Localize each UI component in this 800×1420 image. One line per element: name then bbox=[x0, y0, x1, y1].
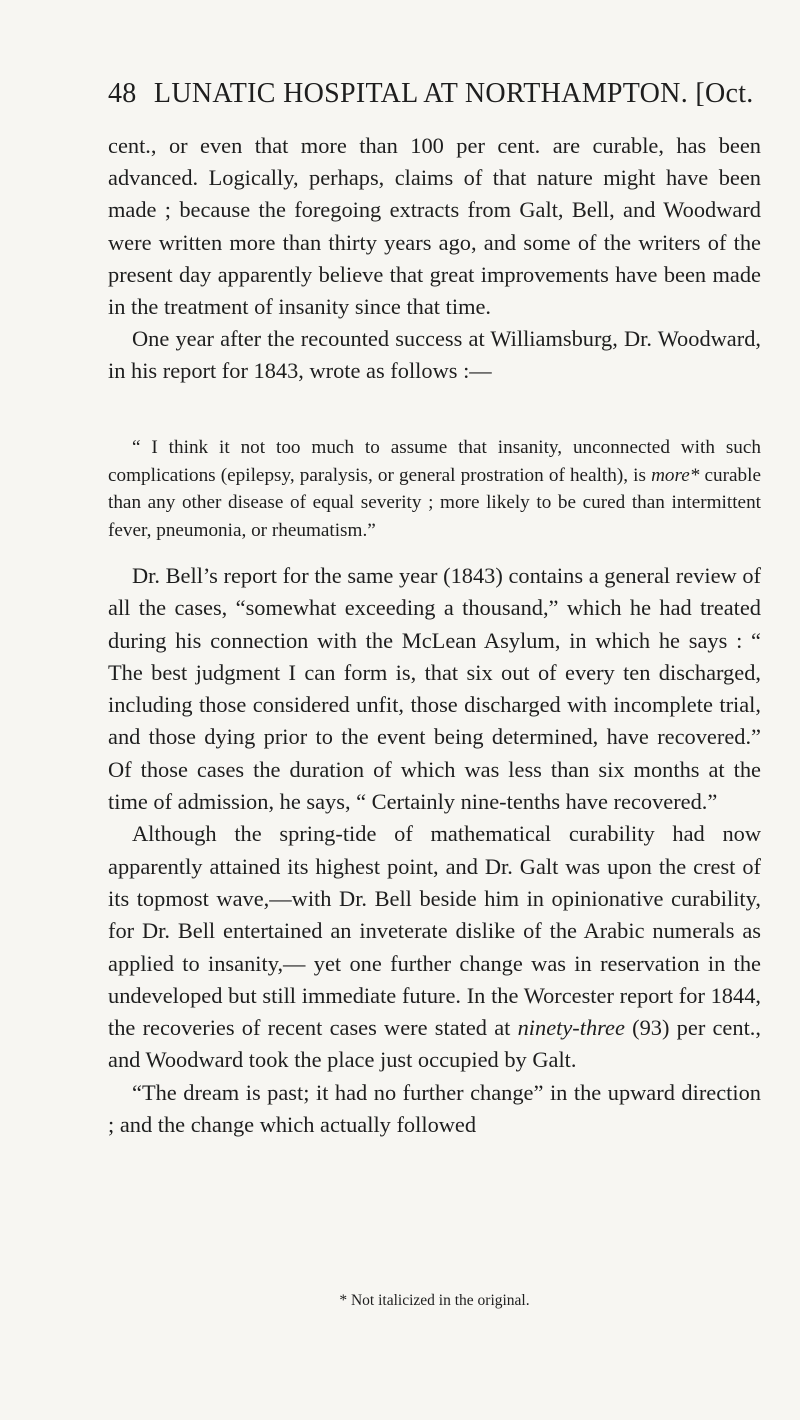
paragraph-4-italic: ninety-three bbox=[517, 1015, 625, 1041]
running-head bbox=[108, 78, 768, 110]
quote-italic-word: more* bbox=[651, 464, 700, 486]
running-title: LUNATIC HOSPITAL AT NORTHAMPTON. bbox=[153, 78, 689, 109]
paragraph-4 bbox=[108, 818, 761, 1076]
paragraph-4-end: (93) per cent., and Woodward took the place just occupied by Galt. bbox=[108, 1015, 761, 1073]
body-text-bottom bbox=[108, 560, 761, 1141]
quote-text-start: “ I think it not too much to assume that insanity, unconnected with such complications (epilepsy, paralysis, or general prostration of health), is bbox=[108, 437, 761, 486]
quote-paragraph bbox=[108, 434, 761, 544]
running-month: [Oct. bbox=[695, 78, 754, 109]
paragraph-1: cent., or even that more than 100 per cent. are curable, has been advanced. Logically, perhaps, claims of that nature might have been made ; because the foregoing extracts from Galt, Bell, and Woodward were written more than thirty years ago, and some of the writers of the present day apparently believe that great improvements have been made in the treatment of insanity since that time. bbox=[108, 133, 761, 320]
body-text-top bbox=[108, 130, 761, 388]
paragraph-2: One year after the recounted success at Williamsburg, Dr. Woodward, in his report for 1843, wrote as follows :— bbox=[108, 326, 761, 384]
page-number: 48 bbox=[108, 78, 137, 109]
footnote: * Not italicized in the original. bbox=[339, 1292, 530, 1309]
block-quote bbox=[108, 434, 761, 544]
paragraph-3: Dr. Bell’s report for the same year (1843) contains a general review of all the cases, “somewhat exceeding a thousand,” which he had treated during his connection with the McLean Asylum, in which he says : “ The best judgment I can form is, that six out of every ten discharged, including those considered unfit, those discharged with incomplete trial, and those dying prior to the event being determined, have recovered.” Of those cases the duration of which was less than six months at the time of admission, he says, “ Certainly nine-tenths have recovered.” bbox=[108, 563, 761, 815]
paragraph-4-start: Although the spring-tide of mathematical curability had now apparently attained its highest point, and Dr. Galt was upon the crest of its topmost wave,—with Dr. Bell beside him in opinionative curability, for Dr. Bell entertained an inveterate dislike of the Arabic numerals as applied to insanity,— yet one further change was in reservation in the undeveloped but still immediate future. In the Worcester report for 1844, the recoveries of recent cases were stated at bbox=[108, 821, 761, 1041]
paragraph-5: “The dream is past; it had no further change” in the upward direction ; and the change which actually followed bbox=[108, 1079, 761, 1138]
quote-text-end: curable than any other disease of equal severity ; more likely to be cured than intermittent fever, pneumonia, or rheumatism.” bbox=[108, 464, 761, 541]
